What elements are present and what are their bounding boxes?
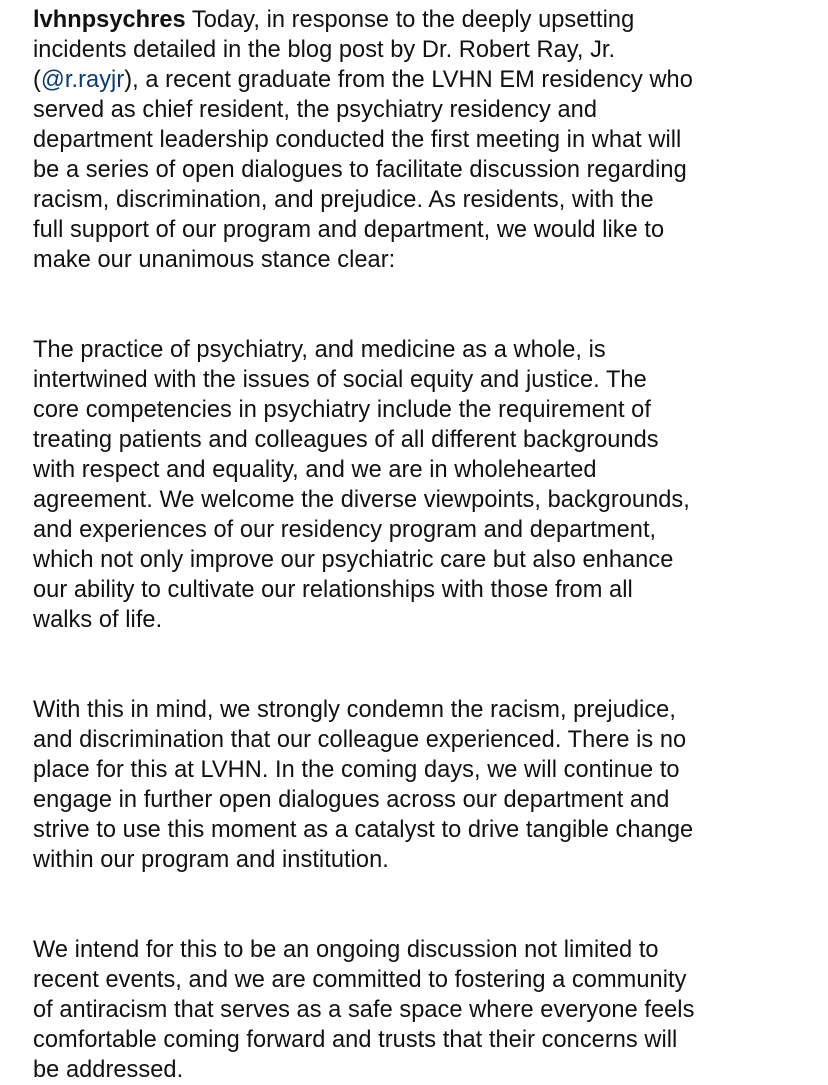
paragraph-spacer xyxy=(33,875,805,935)
caption-line: intertwined with the issues of social equity and justice. The xyxy=(33,367,647,393)
caption-line: The practice of psychiatry, and medicine as a whole, is xyxy=(33,337,606,363)
caption-line xyxy=(33,65,805,95)
caption-line: strive to use this moment as a catalyst to drive tangible change xyxy=(33,817,694,843)
caption-line: of antiracism that serves as a safe space where everyone feels xyxy=(33,997,695,1023)
caption-line: incidents detailed in the blog post by Dr. Robert Ray, Jr. xyxy=(33,37,616,63)
caption-line: core competencies in psychiatry include the requirement of xyxy=(33,397,651,423)
caption-line: recent events, and we are committed to fostering a community xyxy=(33,967,687,993)
caption-line: racism, discrimination, and prejudice. As residents, with the xyxy=(33,187,654,213)
caption-line: which not only improve our psychiatric care but also enhance xyxy=(33,547,674,573)
caption-line: with respect and equality, and we are in wholehearted xyxy=(33,457,597,483)
caption-text: Today, in response to the deeply upsetting xyxy=(185,7,635,33)
caption-line: agreement. We welcome the diverse viewpoints, backgrounds, xyxy=(33,487,690,513)
caption-line: within our program and institution. xyxy=(33,847,389,873)
paragraph-spacer xyxy=(33,635,805,695)
caption-line: With this in mind, we strongly condemn the racism, prejudice, xyxy=(33,697,676,723)
caption-line: We intend for this to be an ongoing discussion not limited to xyxy=(33,937,659,963)
caption-line: and discrimination that our colleague experienced. There is no xyxy=(33,727,687,753)
caption-line: full support of our program and department, we would like to xyxy=(33,217,665,243)
caption-text: ( xyxy=(33,67,41,93)
caption-line: place for this at LVHN. In the coming days, we will continue to xyxy=(33,757,680,783)
mention-link[interactable]: @r.rayjr xyxy=(40,67,125,93)
paragraph-spacer xyxy=(33,275,805,335)
caption-line: and experiences of our residency program and department, xyxy=(33,517,657,543)
caption-line: treating patients and colleagues of all different backgrounds xyxy=(33,427,659,453)
caption-line xyxy=(33,5,805,35)
caption-line: walks of life. xyxy=(33,607,163,633)
caption-text: ), a recent graduate from the LVHN EM residency who xyxy=(124,67,693,93)
caption-line: make our unanimous stance clear: xyxy=(33,247,396,273)
caption-line: be a series of open dialogues to facilitate discussion regarding xyxy=(33,157,687,183)
username-link[interactable]: lvhnpsychres xyxy=(33,7,186,33)
caption-line: be addressed. xyxy=(33,1057,184,1083)
caption-line: served as chief resident, the psychiatry residency and xyxy=(33,97,597,123)
post-caption xyxy=(33,5,805,1085)
caption-line: department leadership conducted the first meeting in what will xyxy=(33,127,682,153)
caption-line: our ability to cultivate our relationships with those from all xyxy=(33,577,633,603)
caption-line: comfortable coming forward and trusts that their concerns will xyxy=(33,1027,678,1053)
caption-line: engage in further open dialogues across our department and xyxy=(33,787,670,813)
